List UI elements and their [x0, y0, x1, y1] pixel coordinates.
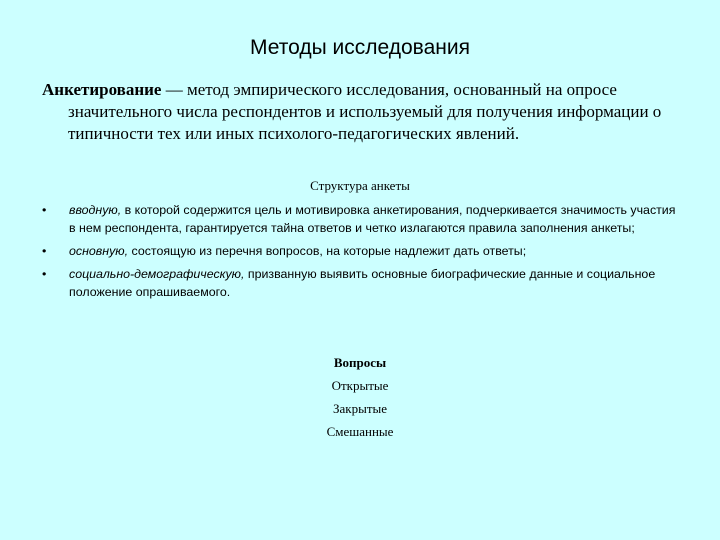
list-item-text: призванную выявить основные биографические данные и социальное положение опрашиваемого.: [69, 267, 656, 299]
list-item-keyword: вводную,: [69, 203, 122, 217]
list-item-text: состоящую из перечня вопросов, на которые надлежит дать ответы;: [128, 244, 527, 258]
slide-title: Методы исследования: [250, 36, 470, 59]
definition-term: Анкетирование: [42, 80, 162, 99]
definition-paragraph: [42, 79, 708, 145]
structure-heading: Структура анкеты: [310, 178, 410, 193]
bullet-marker: •: [42, 267, 47, 281]
questions-block: [0, 351, 720, 443]
list-item-text: в которой содержится цель и мотивировка анкетирования, подчеркивается значимость участия в нем респондента, гарантируется тайна ответов и четко излагаются правила заполнения анкеты;: [69, 203, 676, 235]
list-item: [42, 265, 682, 301]
list-item-keyword: основную,: [69, 244, 129, 258]
question-type-open: Открытые: [331, 378, 389, 393]
list-item-keyword: социально-демографическую,: [69, 267, 245, 281]
structure-list: [42, 201, 682, 306]
definition-text: — метод эмпирического исследования, основанный на опросе значительного числа респондентов и используемый для получения информации о типичности тех или иных психолого-педагогических явлений.: [68, 80, 662, 143]
list-item: [42, 242, 682, 260]
bullet-marker: •: [42, 244, 47, 258]
question-type-mixed: Смешанные: [326, 424, 394, 439]
list-item: [42, 201, 682, 237]
questions-heading: Вопросы: [333, 355, 387, 370]
bullet-marker: •: [42, 203, 47, 217]
question-type-closed: Закрытые: [332, 401, 388, 416]
